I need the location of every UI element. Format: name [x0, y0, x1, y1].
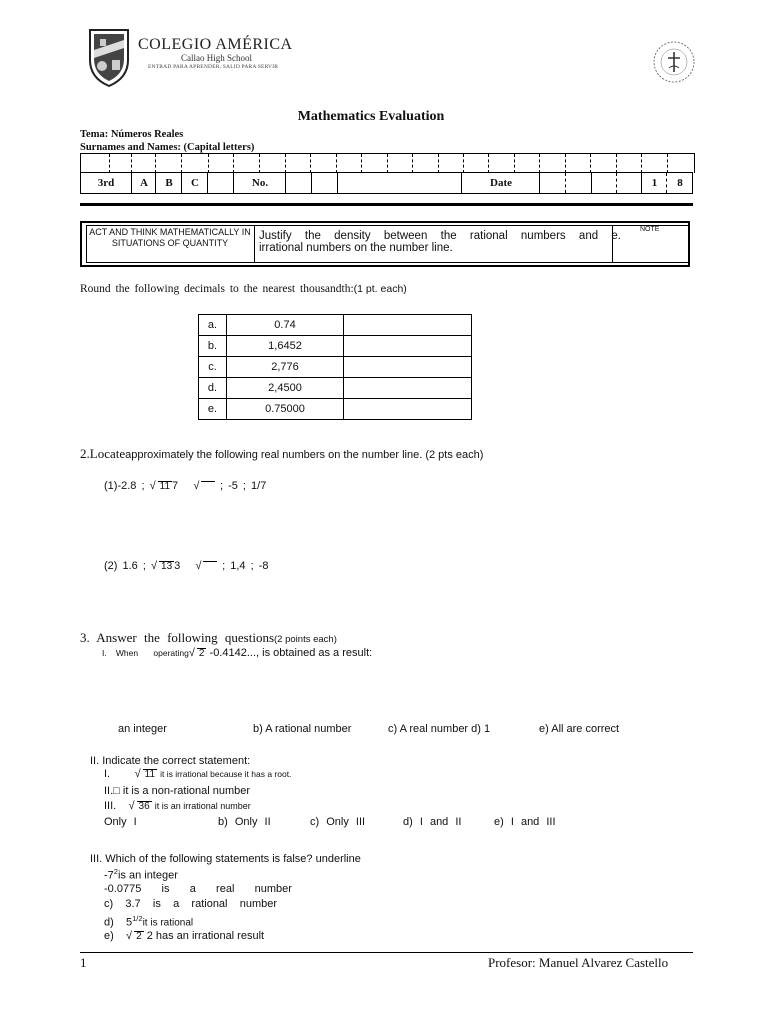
answer-cell[interactable]: [344, 336, 472, 357]
answer-cell[interactable]: [344, 399, 472, 420]
date-digit-1: 1: [641, 173, 667, 193]
school-subtitle: Callao High School: [181, 53, 252, 63]
sqrt-symbol: √: [150, 560, 158, 572]
set2-prefix: (2) 1.6 ;: [104, 560, 146, 572]
teacher-name: Profesor: Manuel Alvarez Castello: [488, 955, 669, 970]
page-number: 1: [80, 955, 87, 970]
section-b[interactable]: B: [155, 173, 182, 193]
item-1-text: -0.4142..., is obtained as a result:: [209, 647, 373, 659]
date-label: Date: [461, 173, 540, 193]
institution-seal-logo: [652, 40, 696, 84]
statement-b[interactable]: -0.0775 is a real number: [104, 883, 292, 895]
item-3-title: III. Which of the following statements is false? underline: [90, 853, 361, 865]
name-letter-boxes[interactable]: [80, 153, 695, 173]
row-label: d.: [199, 378, 227, 399]
option-c[interactable]: c) A real number d) 1: [388, 723, 491, 735]
row-label: c.: [199, 357, 227, 378]
topic-label: Tema: Números Reales: [80, 129, 184, 140]
sqrt-symbol: √: [128, 800, 135, 812]
row-label: e.: [199, 399, 227, 420]
statement-iii: [104, 800, 251, 812]
statement-ii: II.□ it is a non-rational number: [104, 785, 251, 797]
operating-word: operating: [153, 648, 189, 658]
date-box-1[interactable]: [539, 173, 566, 193]
section-a[interactable]: A: [131, 173, 156, 193]
question-3-item-1: [102, 647, 372, 659]
statement-e-prefix: e): [104, 930, 114, 942]
row-value: 2,4500: [227, 378, 344, 399]
number-box-2[interactable]: [311, 173, 338, 193]
sqrt-symbol: √: [126, 930, 133, 942]
rounding-table: [198, 314, 472, 420]
set2-suffix: 3: [174, 560, 181, 572]
question-2-number: 2.Locate: [80, 446, 126, 461]
table-row: [199, 399, 472, 420]
row-value: 2,776: [227, 357, 344, 378]
when-word: When: [115, 648, 139, 658]
item-roman: I.: [102, 648, 107, 658]
option-a[interactable]: Only I: [104, 816, 137, 828]
date-box-2[interactable]: [565, 173, 592, 193]
answer-cell[interactable]: [344, 378, 472, 399]
table-row: [199, 315, 472, 336]
answer-cell[interactable]: [344, 357, 472, 378]
number-box-1[interactable]: [285, 173, 312, 193]
date-box-3[interactable]: [591, 173, 617, 193]
table-row: [199, 336, 472, 357]
grade-cell: 3rd: [97, 177, 115, 189]
radicand: 13: [161, 561, 173, 572]
number-set-2: [104, 560, 268, 572]
competence-label: ACT AND THINK MATHEMATICALLY IN SITUATIONS OF QUANTITY: [86, 225, 255, 263]
competence-text-line2: irrational numbers on the number line.: [259, 242, 453, 254]
answer-cell[interactable]: [344, 315, 472, 336]
question-2-prompt: [80, 446, 483, 462]
school-crest-logo: [86, 26, 132, 88]
set1-prefix: (1)-2.8 ;: [104, 480, 145, 492]
empty-radicand: [201, 481, 215, 492]
footer-rule: [80, 952, 693, 953]
statement-d-prefix: d) 5: [104, 916, 133, 929]
radicand: 11: [159, 481, 171, 492]
statement-d-text: it is rational: [142, 917, 194, 929]
question-3-text: 3. Answer the following questions: [80, 630, 275, 645]
set2-rest: ; 1,4 ; -8: [217, 560, 269, 572]
question-1-points: (1 pt. each): [353, 283, 407, 295]
table-row: [199, 378, 472, 399]
note-divider: [612, 225, 614, 263]
question-1-prompt: [80, 283, 407, 295]
radicand: 2: [136, 931, 142, 942]
statement-i-text: it is irrational because it has a root.: [160, 769, 292, 779]
note-label: NOTE: [640, 226, 660, 233]
document-title: Mathematics Evaluation: [297, 109, 445, 124]
divider-rule: [80, 203, 693, 206]
base: -7: [104, 869, 114, 882]
row-value: 1,6452: [227, 336, 344, 357]
exponent: 1/2: [132, 914, 143, 923]
option-b[interactable]: b) Only II: [218, 816, 271, 828]
roman-iii: III.: [104, 800, 117, 812]
competence-text-line1: Justify the density between the rational numbers and e.: [259, 230, 621, 242]
set1-rest: ; -5 ; 1/7: [214, 480, 267, 492]
names-label: Surnames and Names: (Capital letters): [80, 142, 255, 153]
section-c[interactable]: C: [181, 173, 208, 193]
sqrt-symbol: √: [193, 480, 200, 492]
empty-radicand: [203, 561, 217, 572]
option-d[interactable]: d) I and II: [403, 816, 462, 828]
sqrt-symbol: √: [195, 560, 202, 572]
number-set-1: [104, 480, 266, 492]
sqrt-symbol: √: [134, 768, 141, 780]
option-e[interactable]: e) All are correct: [539, 723, 620, 735]
row-label: b.: [199, 336, 227, 357]
option-a[interactable]: an integer: [118, 723, 167, 735]
option-e[interactable]: e) I and III: [494, 816, 556, 828]
number-label: No.: [233, 173, 286, 193]
statement-a-text: is an integer: [117, 869, 178, 882]
spacer-cell: [337, 173, 462, 193]
radicand: 11: [144, 769, 156, 780]
radicand: 2: [198, 648, 205, 659]
date-digit-2: 8: [666, 173, 693, 193]
roman-i: I.: [104, 768, 111, 780]
id-row: [80, 172, 693, 194]
statement-d[interactable]: [104, 914, 193, 929]
school-motto: ENTRAD PARA APRENDER, SALID PARA SERVIR: [148, 64, 279, 70]
sqrt-symbol: √: [188, 647, 195, 659]
question-3-heading: [80, 630, 337, 646]
set1-suffix: 7: [172, 480, 179, 492]
option-b[interactable]: b) A rational number: [253, 723, 352, 735]
question-2-text: approximately the following real numbers on the number line. (2 pts each): [125, 449, 484, 461]
statement-e-text: 2 has an irrational result: [146, 930, 265, 942]
item-2-title: II. Indicate the correct statement:: [90, 755, 251, 767]
statement-i: [104, 768, 291, 780]
row-value: 0.74: [227, 315, 344, 336]
question-1-text: Round the following decimals to the nearest thousandth:: [80, 283, 354, 295]
radicand: 36: [138, 801, 150, 812]
row-value: 0.75000: [227, 399, 344, 420]
statement-e[interactable]: [104, 930, 264, 942]
row-label: a.: [199, 315, 227, 336]
school-name: COLEGIO AMÉRICA: [138, 36, 293, 53]
blank-cell: [207, 173, 234, 193]
statement-iii-text: it is an irrational number: [154, 801, 251, 811]
sqrt-symbol: √: [149, 480, 156, 492]
exponent: 2: [113, 867, 118, 876]
question-3-points: (2 points each): [274, 634, 337, 645]
option-c[interactable]: c) Only III: [310, 816, 366, 828]
date-box-4[interactable]: [616, 173, 642, 193]
statement-c[interactable]: c) 3.7 is a rational number: [104, 898, 278, 910]
table-row: [199, 357, 472, 378]
statement-a[interactable]: [104, 867, 178, 882]
